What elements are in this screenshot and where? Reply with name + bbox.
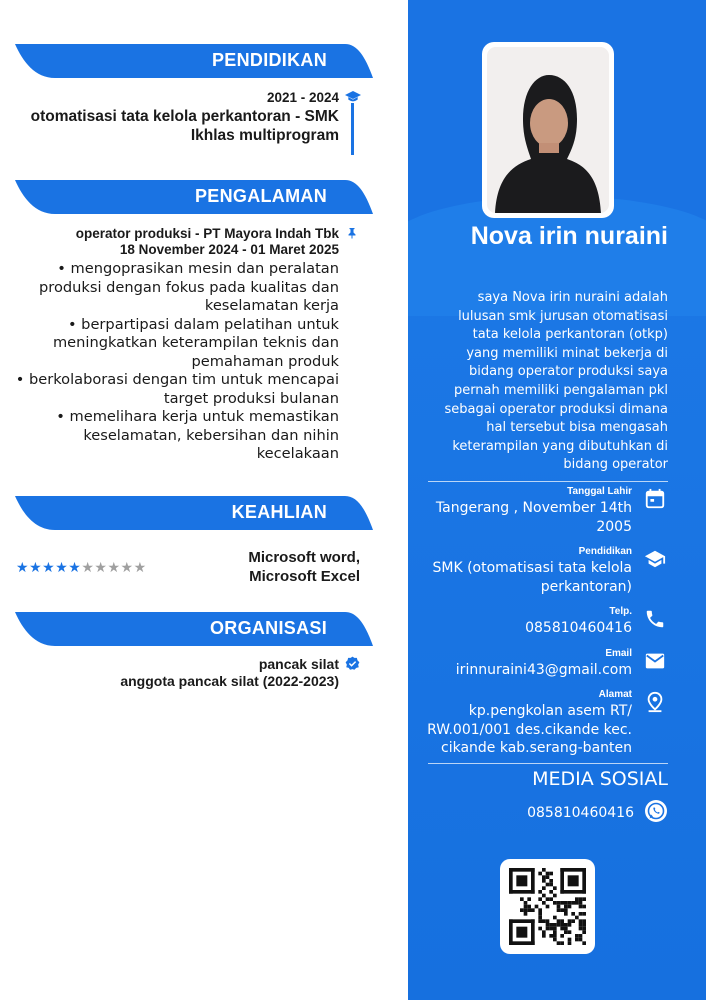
star-icon: ★ — [107, 559, 121, 575]
education-years: 2021 - 2024 — [266, 90, 339, 105]
star-icon: ★ — [68, 559, 82, 575]
star-icon: ★ — [133, 559, 147, 575]
section-title: PENDIDIKAN — [211, 50, 327, 70]
qr-code[interactable] — [500, 859, 595, 954]
profile-name: Nova irin nuraini — [470, 222, 668, 250]
section-title: KEAHLIAN — [231, 502, 327, 522]
phone-link[interactable]: 085810460416 — [525, 620, 632, 636]
verified-check-icon — [345, 656, 360, 671]
star-icon: ★ — [16, 559, 30, 575]
location-icon — [644, 691, 666, 713]
skill-name: Microsoft word, Microsoft Excel — [248, 549, 360, 585]
calendar-icon — [644, 488, 666, 510]
profile-summary: saya Nova irin nuraini adalah lulusan smk jurusan otomatisasi tata kelola perkantoran (otkp) yang memiliki minat bekerja di bidang operator produksi saya pernah memiliki pengalaman pkl sebagai operator produksi dimana hal tersebut bisa mengasah keterampilan yang dibutuhkan di bidang operator — [444, 290, 668, 473]
star-icon: ★ — [120, 559, 134, 575]
star-icon: ★ — [29, 559, 43, 575]
organization-description: anggota pancak silat (2022-2023) — [120, 673, 339, 689]
email-link[interactable]: irinnuraini43@gmail.com — [455, 662, 632, 678]
education-school: otomatisasi tata kelola perkantoran - SMK Ikhlas multiprogram — [30, 108, 339, 144]
divider — [428, 481, 668, 482]
skill-rating — [16, 559, 147, 576]
whatsapp-number[interactable]: 085810460416 — [527, 805, 634, 821]
graduation-cap-icon — [345, 91, 361, 103]
pin-icon — [346, 227, 358, 239]
experience-bullets: • mengoprasikan mesin dan peralatan produksi dengan fokus pada kualitas dan keselamatan kerja • berpartipasi dalam pelatihan untuk meningkatkan keterampilan teknis dan pemahaman produk • berkolaborasi dengan tim untuk mencapai target produksi bulanan • memelihara kerja untuk memastikan keselamatan, kebersihan dan nihin kecelakaan — [15, 260, 339, 462]
info-education: Pendidikan SMK (otomatisasi tata kelola perkantoran) — [432, 546, 632, 595]
info-email: Email irinnuraini43@gmail.com — [420, 648, 632, 680]
section-banner-skills — [15, 494, 373, 532]
info-address: Alamat kp.pengkolan asem RT/ RW.001/001 des.cikande kec. cikande kab.serang-banten — [427, 689, 632, 756]
whatsapp-icon — [644, 799, 668, 823]
section-title: PENGALAMAN — [195, 186, 327, 206]
organization-entry — [15, 656, 339, 689]
education-entry — [15, 90, 339, 145]
star-icon: ★ — [42, 559, 56, 575]
experience-role: operator produksi - PT Mayora Indah Tbk — [75, 226, 339, 241]
phone-icon — [644, 608, 666, 630]
timeline-line — [351, 103, 354, 155]
star-icon: ★ — [81, 559, 95, 575]
experience-dates: 18 November 2024 - 01 Maret 2025 — [119, 242, 339, 257]
section-banner-organization — [15, 610, 373, 648]
divider — [428, 763, 668, 764]
info-birth: Tanggal Lahir Tangerang , November 14th 2005 — [435, 486, 632, 535]
experience-entry — [15, 226, 339, 464]
school-icon — [644, 548, 666, 570]
section-title: ORGANISASI — [209, 618, 327, 638]
info-phone: Telp. 085810460416 — [420, 606, 632, 638]
star-icon: ★ — [55, 559, 69, 575]
section-banner-education — [15, 42, 373, 80]
profile-photo — [482, 42, 614, 218]
section-banner-experience — [15, 178, 373, 216]
organization-name: pancak silat — [258, 656, 339, 672]
media-title: MEDIA SOSIAL — [532, 768, 668, 790]
mail-icon — [644, 650, 666, 672]
star-icon: ★ — [94, 559, 108, 575]
